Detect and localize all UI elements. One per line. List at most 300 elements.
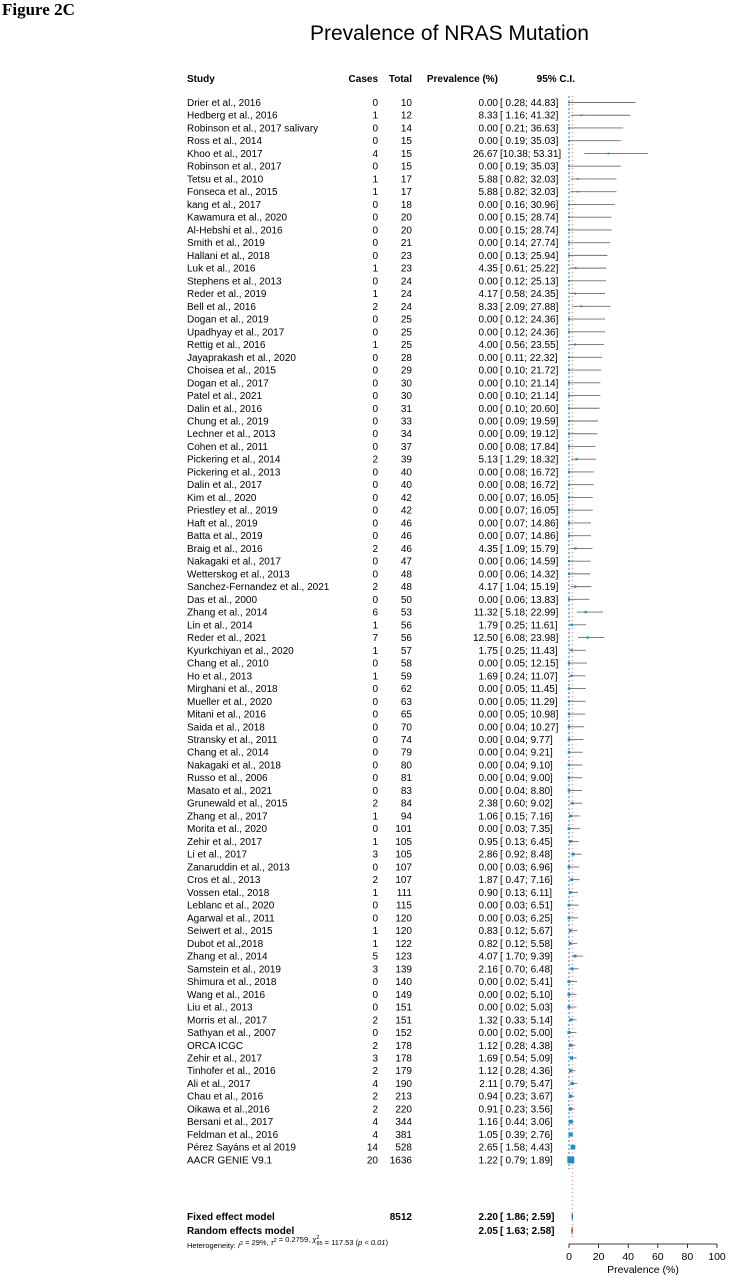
study-cases: 0 bbox=[372, 429, 378, 441]
study-total: 58 bbox=[400, 658, 412, 670]
study-prevalence: 0.00 bbox=[478, 365, 498, 377]
study-point bbox=[569, 1044, 572, 1047]
study-row bbox=[187, 837, 579, 848]
x-axis bbox=[566, 1244, 726, 1276]
study-prevalence: 0.00 bbox=[478, 123, 498, 135]
study-prevalence: 0.00 bbox=[478, 276, 498, 288]
study-name: Stransky et al., 2011 bbox=[187, 735, 278, 746]
study-prevalence: 5.88 bbox=[478, 174, 498, 186]
study-point bbox=[570, 649, 572, 651]
study-cases: 0 bbox=[372, 416, 378, 428]
study-cases: 1 bbox=[372, 289, 378, 301]
study-total: 29 bbox=[400, 365, 412, 377]
study-row bbox=[187, 748, 583, 759]
study-name: Mitani et al., 2016 bbox=[187, 709, 266, 721]
study-point bbox=[568, 726, 570, 728]
study-ci: [ 0.10; 21.14] bbox=[500, 391, 559, 403]
study-name: ORCA ICGC bbox=[187, 1040, 244, 1052]
study-ci: [ 0.58; 24.35] bbox=[500, 289, 559, 301]
study-prevalence: 0.00 bbox=[478, 480, 498, 492]
study-row bbox=[187, 417, 598, 428]
study-point bbox=[568, 535, 570, 537]
study-row bbox=[187, 646, 586, 657]
study-row bbox=[187, 824, 580, 835]
study-ci: [ 0.05; 11.29] bbox=[500, 696, 558, 708]
study-prevalence: 0.00 bbox=[478, 747, 498, 759]
study-name: Ali et al., 2017 bbox=[187, 1078, 251, 1090]
study-cases: 0 bbox=[372, 161, 378, 173]
study-point bbox=[568, 140, 570, 142]
study-name: Cohen et al., 2011 bbox=[187, 441, 268, 453]
study-prevalence: 0.00 bbox=[478, 722, 498, 734]
study-row bbox=[187, 1003, 576, 1014]
study-prevalence: 1.16 bbox=[478, 1117, 498, 1129]
study-rows bbox=[187, 96, 648, 1238]
study-total: 220 bbox=[395, 1104, 412, 1116]
study-point bbox=[569, 1120, 573, 1124]
study-total: 34 bbox=[400, 429, 412, 441]
study-prevalence: 1.05 bbox=[478, 1129, 498, 1141]
study-prevalence: 8.33 bbox=[478, 301, 498, 313]
study-cases: 2 bbox=[372, 543, 378, 555]
study-name: Ross et al., 2014 bbox=[187, 136, 263, 148]
study-ci: [ 0.05; 12.15] bbox=[500, 658, 559, 670]
study-total: 18 bbox=[400, 199, 412, 211]
study-ci: [ 0.21; 36.63] bbox=[500, 123, 559, 135]
study-row bbox=[187, 1028, 576, 1039]
study-total: 149 bbox=[395, 989, 412, 1001]
study-cases: 3 bbox=[372, 1053, 378, 1065]
study-ci: [ 0.15; 28.74] bbox=[500, 212, 559, 224]
study-total: 48 bbox=[400, 582, 412, 594]
study-total: 528 bbox=[395, 1142, 412, 1154]
study-name: Dalin et al., 2017 bbox=[187, 480, 263, 492]
study-prevalence: 4.35 bbox=[478, 543, 498, 555]
x-tick-label: 40 bbox=[622, 1251, 635, 1263]
study-cases: 14 bbox=[366, 1142, 378, 1154]
study-point bbox=[568, 102, 570, 104]
study-row bbox=[187, 264, 606, 275]
study-name: Fonseca et al., 2015 bbox=[187, 187, 278, 199]
study-total: 39 bbox=[400, 454, 412, 466]
study-row bbox=[187, 225, 612, 236]
study-total: 122 bbox=[395, 938, 412, 950]
study-prevalence: 0.00 bbox=[478, 492, 498, 504]
study-row bbox=[187, 366, 601, 377]
study-cases: 0 bbox=[372, 862, 378, 874]
study-total: 37 bbox=[400, 441, 412, 453]
header-study: Study bbox=[187, 74, 215, 85]
x-tick-label: 0 bbox=[566, 1251, 572, 1263]
study-prevalence: 0.00 bbox=[478, 900, 498, 912]
study-name: Zhang et al., 2014 bbox=[187, 951, 268, 963]
study-row bbox=[187, 1041, 575, 1052]
study-ci: [ 0.06; 14.59] bbox=[500, 556, 559, 568]
study-total: 56 bbox=[400, 633, 412, 645]
study-prevalence: 0.00 bbox=[478, 658, 498, 670]
study-total: 1636 bbox=[389, 1155, 412, 1167]
study-row bbox=[187, 786, 582, 797]
study-ci: [10.38; 53.31] bbox=[500, 148, 562, 160]
study-ci: [ 0.13; 6.45] bbox=[500, 836, 553, 848]
study-prevalence: 4.00 bbox=[478, 340, 498, 352]
study-prevalence: 8.33 bbox=[478, 110, 498, 122]
study-ci: [ 0.28; 4.38] bbox=[500, 1040, 553, 1052]
study-cases: 2 bbox=[372, 875, 378, 887]
study-row bbox=[187, 98, 635, 109]
study-row bbox=[187, 544, 592, 555]
study-total: 46 bbox=[400, 518, 412, 530]
study-prevalence: 0.00 bbox=[478, 684, 498, 696]
study-prevalence: 1.79 bbox=[478, 620, 498, 632]
study-name: Oikawa et al.,2016 bbox=[187, 1104, 270, 1116]
study-ci: [ 0.82; 32.03] bbox=[500, 187, 559, 199]
study-cases: 0 bbox=[372, 531, 378, 543]
study-cases: 0 bbox=[372, 773, 378, 785]
study-name: Jayaprakash et al., 2020 bbox=[187, 352, 296, 364]
study-name: Zehir et al., 2017 bbox=[187, 836, 263, 848]
study-ci: [ 0.92; 8.48] bbox=[500, 849, 553, 861]
study-row bbox=[187, 391, 600, 402]
study-point bbox=[568, 407, 570, 409]
study-row bbox=[187, 952, 583, 963]
study-row bbox=[187, 1143, 576, 1154]
study-ci: [ 0.06; 14.32] bbox=[500, 569, 559, 581]
study-ci: [ 0.12; 5.58] bbox=[500, 938, 553, 950]
study-cases: 0 bbox=[372, 391, 378, 403]
study-total: 120 bbox=[395, 926, 412, 938]
study-row bbox=[187, 595, 589, 606]
study-point bbox=[567, 993, 570, 996]
study-ci: [ 0.07; 16.05] bbox=[500, 505, 559, 517]
study-point bbox=[568, 598, 570, 600]
study-prevalence: 0.00 bbox=[478, 1028, 498, 1040]
study-name: Das et al., 2000 bbox=[187, 594, 258, 606]
study-row bbox=[187, 531, 591, 542]
study-point bbox=[568, 280, 570, 282]
random-effects-ci: [ 1.63; 2.58] bbox=[500, 1226, 555, 1237]
study-ci: [ 0.08; 16.72] bbox=[500, 467, 559, 479]
study-point bbox=[568, 687, 570, 689]
study-total: 107 bbox=[395, 862, 412, 874]
study-ci: [ 0.28; 4.36] bbox=[500, 1066, 553, 1078]
study-cases: 0 bbox=[372, 556, 378, 568]
study-point bbox=[568, 433, 570, 435]
study-total: 115 bbox=[396, 900, 412, 912]
study-cases: 0 bbox=[372, 212, 378, 224]
study-row bbox=[187, 671, 585, 682]
study-prevalence: 0.00 bbox=[478, 696, 498, 708]
study-ci: [ 0.14; 27.74] bbox=[500, 238, 559, 250]
study-ci: [ 0.12; 25.13] bbox=[500, 276, 559, 288]
study-name: Pickering et al., 2014 bbox=[187, 454, 281, 466]
study-total: 28 bbox=[400, 352, 412, 364]
study-name: Wetterskog et al., 2013 bbox=[187, 569, 290, 581]
study-point bbox=[568, 471, 570, 473]
study-point bbox=[568, 904, 571, 907]
study-cases: 5 bbox=[372, 951, 378, 963]
study-cases: 2 bbox=[372, 798, 378, 810]
study-point bbox=[585, 611, 587, 613]
study-prevalence: 0.82 bbox=[478, 938, 498, 950]
plot-title: Prevalence of NRAS Mutation bbox=[310, 22, 589, 45]
study-point bbox=[568, 242, 570, 244]
study-prevalence: 0.00 bbox=[478, 989, 498, 1001]
study-total: 70 bbox=[400, 722, 412, 734]
study-cases: 0 bbox=[372, 199, 378, 211]
study-point bbox=[567, 1006, 570, 1009]
study-ci: [ 0.09; 19.59] bbox=[500, 416, 559, 428]
study-cases: 1 bbox=[372, 645, 378, 657]
study-name: Liu et al., 2013 bbox=[187, 1002, 253, 1014]
study-ci: [ 0.12; 5.67] bbox=[500, 926, 553, 938]
study-prevalence: 11.32 bbox=[473, 607, 498, 619]
study-name: Zehir et al., 2017 bbox=[187, 1053, 263, 1065]
study-total: 111 bbox=[396, 887, 412, 899]
study-point bbox=[568, 1132, 572, 1136]
study-prevalence: 0.00 bbox=[478, 327, 498, 339]
study-ci: [ 0.33; 5.14] bbox=[500, 1015, 553, 1027]
fixed-effect-ci: [ 1.86; 2.59] bbox=[500, 1212, 555, 1223]
study-row bbox=[187, 990, 577, 1001]
study-ci: [ 0.04; 9.00] bbox=[500, 773, 553, 785]
study-point bbox=[568, 980, 571, 983]
study-total: 178 bbox=[395, 1053, 412, 1065]
study-total: 25 bbox=[400, 314, 412, 326]
study-total: 105 bbox=[395, 836, 412, 848]
study-ci: [ 0.10; 20.60] bbox=[500, 403, 559, 415]
study-cases: 0 bbox=[372, 747, 378, 759]
study-total: 151 bbox=[395, 1015, 412, 1027]
study-name: Chung et al., 2019 bbox=[187, 416, 269, 428]
study-name: Upadhyay et al., 2017 bbox=[187, 327, 285, 339]
study-prevalence: 5.88 bbox=[478, 187, 498, 199]
random-effects-label: Random effects model bbox=[187, 1226, 295, 1237]
study-row bbox=[187, 773, 582, 784]
study-cases: 7 bbox=[372, 633, 378, 645]
study-point bbox=[568, 789, 571, 792]
study-ci: [ 0.08; 16.72] bbox=[500, 480, 559, 492]
study-prevalence: 0.95 bbox=[478, 836, 498, 848]
study-name: Chau et al., 2016 bbox=[187, 1091, 264, 1103]
study-row bbox=[187, 977, 577, 988]
study-name: Zhang et al., 2017 bbox=[187, 811, 268, 823]
study-name: Nakagaki et al., 2018 bbox=[187, 760, 281, 772]
study-name: Agarwal et al., 2011 bbox=[187, 913, 275, 925]
study-prevalence: 5.13 bbox=[478, 454, 498, 466]
study-total: 140 bbox=[395, 977, 412, 989]
study-ci: [ 0.12; 24.36] bbox=[500, 327, 559, 339]
study-name: Bersani et al., 2017 bbox=[187, 1117, 274, 1129]
study-row bbox=[187, 213, 612, 224]
study-row bbox=[187, 187, 616, 198]
study-point bbox=[568, 229, 570, 231]
study-point bbox=[570, 624, 572, 626]
study-total: 179 bbox=[395, 1066, 412, 1078]
study-point bbox=[571, 967, 574, 970]
study-name: Shimura et al., 2018 bbox=[187, 977, 277, 989]
study-ci: [ 0.10; 21.72] bbox=[500, 365, 559, 377]
study-total: 139 bbox=[395, 964, 412, 976]
study-ci: [ 0.16; 30.96] bbox=[500, 199, 559, 211]
study-name: Pickering et al., 2013 bbox=[187, 467, 281, 479]
study-row bbox=[187, 378, 600, 389]
study-name: Choisea et al., 2015 bbox=[187, 365, 276, 377]
study-name: Feldman et al., 2016 bbox=[187, 1129, 279, 1141]
x-tick-label: 80 bbox=[681, 1251, 694, 1263]
study-cases: 0 bbox=[372, 785, 378, 797]
study-total: 151 bbox=[395, 1002, 412, 1014]
study-name: AACR GENIE V9.1 bbox=[187, 1155, 273, 1167]
study-ci: [ 0.04; 9.21] bbox=[500, 747, 553, 759]
study-name: Luk et al., 2016 bbox=[187, 263, 256, 275]
fixed-effect-diamond bbox=[572, 1213, 573, 1221]
heterogeneity-text: Heterogeneity: $I^2 = 29\%$, $\tau^2 = 0.2759$, $\chi^2$ 85 = 117.53 (p < 0.01) bbox=[187, 1235, 388, 1250]
study-point bbox=[568, 356, 570, 358]
study-name: Kim et al., 2020 bbox=[187, 492, 257, 504]
study-ci: [ 1.04; 15.19] bbox=[500, 582, 559, 594]
study-prevalence: 0.00 bbox=[478, 225, 498, 237]
study-total: 83 bbox=[400, 785, 412, 797]
study-prevalence: 0.91 bbox=[478, 1104, 498, 1116]
study-ci: [ 0.04; 9.77] bbox=[500, 735, 553, 746]
study-cases: 2 bbox=[372, 1066, 378, 1078]
study-row bbox=[187, 811, 580, 822]
study-row bbox=[187, 480, 594, 491]
study-cases: 0 bbox=[372, 250, 378, 262]
study-cases: 0 bbox=[372, 977, 378, 989]
study-ci: [ 0.02; 5.00] bbox=[500, 1028, 553, 1040]
study-row bbox=[187, 123, 623, 134]
study-prevalence: 4.17 bbox=[478, 289, 498, 301]
summary-rows bbox=[187, 1212, 573, 1250]
study-row bbox=[187, 722, 584, 733]
study-name: Seiwert et al., 2015 bbox=[187, 926, 273, 938]
study-total: 94 bbox=[400, 811, 412, 823]
study-point bbox=[574, 955, 577, 958]
study-prevalence: 26.67 bbox=[472, 148, 498, 160]
study-point bbox=[569, 815, 572, 818]
study-point bbox=[568, 573, 570, 575]
study-prevalence: 0.00 bbox=[478, 416, 498, 428]
study-total: 344 bbox=[395, 1117, 412, 1129]
study-row bbox=[187, 1104, 574, 1115]
study-point bbox=[568, 916, 571, 919]
study-point bbox=[576, 458, 578, 460]
study-cases: 0 bbox=[372, 658, 378, 670]
study-total: 15 bbox=[400, 161, 412, 173]
study-ci: [ 0.03; 6.25] bbox=[500, 913, 553, 925]
study-ci: [ 0.10; 21.14] bbox=[500, 378, 559, 390]
study-point bbox=[569, 840, 572, 843]
study-row bbox=[187, 862, 579, 873]
study-total: 33 bbox=[400, 416, 412, 428]
study-point bbox=[571, 1145, 576, 1150]
study-cases: 4 bbox=[372, 1078, 378, 1090]
study-cases: 0 bbox=[372, 238, 378, 250]
study-ci: [ 0.24; 11.07] bbox=[500, 671, 558, 683]
study-ci: [ 0.03; 7.35] bbox=[500, 824, 553, 836]
study-row bbox=[187, 353, 602, 364]
study-total: 40 bbox=[400, 480, 412, 492]
study-row bbox=[187, 633, 604, 644]
study-name: Priestley et al., 2019 bbox=[187, 505, 278, 517]
study-total: 30 bbox=[400, 378, 412, 390]
study-cases: 0 bbox=[372, 314, 378, 326]
study-ci: [ 0.11; 22.32] bbox=[500, 352, 558, 364]
study-prevalence: 2.86 bbox=[478, 849, 498, 861]
study-point bbox=[574, 547, 576, 549]
study-ci: [ 0.05; 11.45] bbox=[500, 684, 558, 696]
study-prevalence: 0.00 bbox=[478, 161, 498, 173]
study-prevalence: 2.38 bbox=[478, 798, 498, 810]
study-cases: 0 bbox=[372, 824, 378, 836]
study-ci: [ 0.82; 32.03] bbox=[500, 174, 559, 186]
study-name: Braig et al., 2016 bbox=[187, 543, 263, 555]
study-total: 65 bbox=[400, 709, 412, 721]
study-name: Patel et al., 2021 bbox=[187, 391, 263, 403]
header-prevalence: Prevalence (%) bbox=[426, 74, 498, 85]
study-cases: 2 bbox=[372, 582, 378, 594]
study-row bbox=[187, 1117, 574, 1128]
study-row bbox=[187, 710, 585, 721]
study-prevalence: 1.75 bbox=[478, 645, 498, 657]
study-name: Stephens et al., 2013 bbox=[187, 276, 282, 288]
study-cases: 3 bbox=[372, 849, 378, 861]
study-name: Vossen etal., 2018 bbox=[187, 887, 270, 899]
study-ci: [ 1.70; 9.39] bbox=[500, 951, 553, 963]
study-total: 46 bbox=[400, 531, 412, 543]
study-cases: 1 bbox=[372, 938, 378, 950]
study-total: 84 bbox=[400, 798, 412, 810]
study-row bbox=[187, 926, 577, 937]
study-cases: 0 bbox=[372, 913, 378, 925]
study-cases: 20 bbox=[366, 1155, 378, 1167]
study-cases: 0 bbox=[372, 709, 378, 721]
study-prevalence: 2.11 bbox=[479, 1078, 498, 1090]
study-cases: 6 bbox=[372, 607, 378, 619]
study-point bbox=[567, 1156, 574, 1163]
study-row bbox=[187, 1015, 577, 1026]
study-prevalence: 0.00 bbox=[478, 212, 498, 224]
study-row bbox=[187, 340, 604, 351]
study-name: Masato et al., 2021 bbox=[187, 785, 273, 797]
study-point bbox=[574, 293, 576, 295]
study-row bbox=[187, 1066, 575, 1077]
study-total: 24 bbox=[400, 276, 412, 288]
study-prevalence: 2.16 bbox=[478, 964, 498, 976]
study-cases: 0 bbox=[372, 1002, 378, 1014]
study-prevalence: 0.00 bbox=[478, 518, 498, 530]
study-total: 81 bbox=[400, 773, 412, 785]
study-prevalence: 0.00 bbox=[478, 378, 498, 390]
study-point bbox=[568, 496, 570, 498]
study-prevalence: 0.90 bbox=[478, 887, 498, 899]
study-cases: 0 bbox=[372, 684, 378, 696]
study-name: Russo et al., 2006 bbox=[187, 773, 268, 785]
study-point bbox=[568, 764, 571, 767]
study-row bbox=[187, 136, 621, 147]
x-tick-label: 100 bbox=[708, 1251, 726, 1263]
study-prevalence: 0.00 bbox=[478, 98, 498, 109]
study-cases: 0 bbox=[372, 989, 378, 1001]
study-ci: [ 0.05; 10.98] bbox=[500, 709, 559, 721]
study-point bbox=[569, 929, 572, 932]
study-total: 47 bbox=[400, 556, 412, 568]
study-total: 152 bbox=[395, 1028, 412, 1040]
study-point bbox=[568, 369, 570, 371]
study-cases: 1 bbox=[372, 926, 378, 938]
